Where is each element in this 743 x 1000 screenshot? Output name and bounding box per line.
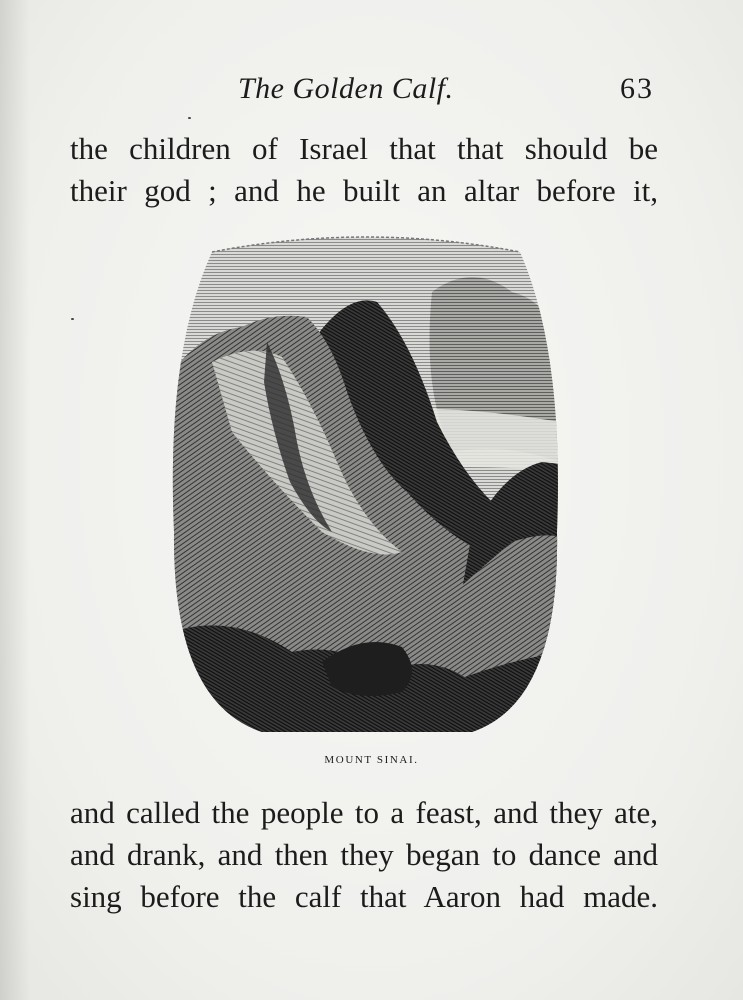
ink-speck xyxy=(71,318,74,320)
illustration-caption: MOUNT SINAI. xyxy=(324,754,419,766)
paragraph-top xyxy=(70,128,658,212)
text-line: and called the people to a feast, and they ate, xyxy=(70,795,658,830)
text-line: the children of Israel that that should be xyxy=(70,131,658,166)
paragraph-bottom xyxy=(70,792,658,918)
engraving-image xyxy=(172,232,560,734)
running-head xyxy=(0,70,743,110)
text-line: sing before the calf that Aaron had made. xyxy=(70,879,658,914)
text-line: and drank, and then they began to dance and xyxy=(70,837,658,872)
mount-sinai-engraving xyxy=(172,232,560,734)
page-edge-shadow xyxy=(0,0,30,1000)
page-number: 63 xyxy=(620,72,654,105)
running-title: The Golden Calf. xyxy=(238,72,454,105)
ink-speck xyxy=(188,117,191,119)
text-line: their god ; and he built an altar before it, xyxy=(70,173,658,208)
